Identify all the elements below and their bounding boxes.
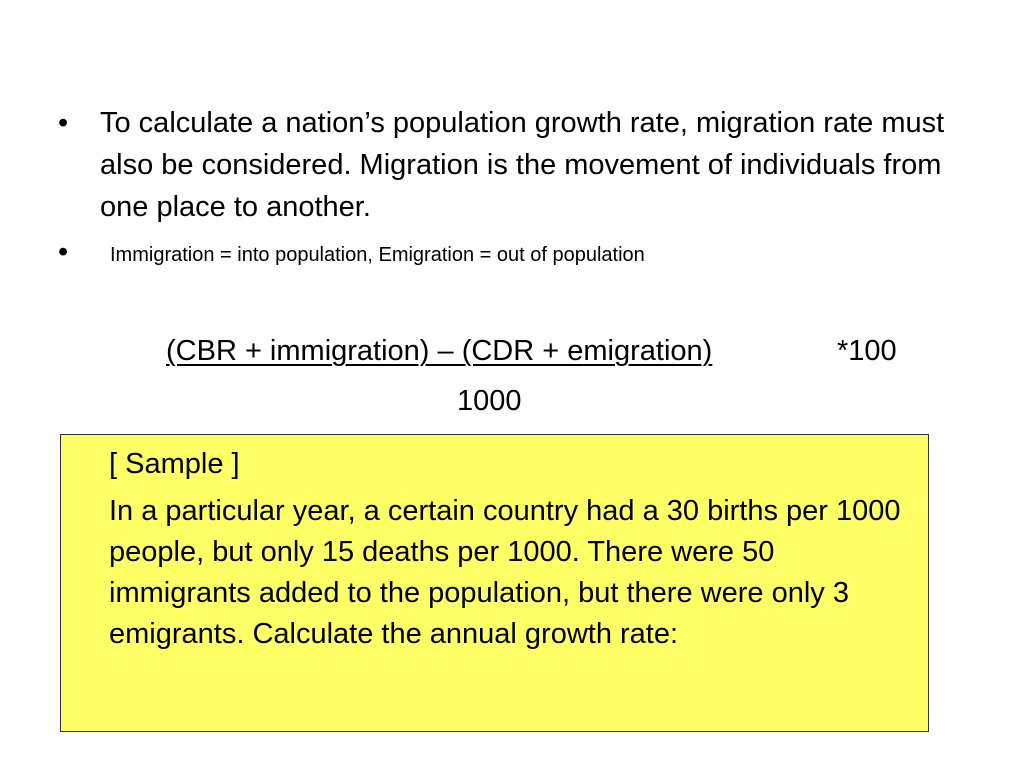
sample-problem-text: In a particular year, a certain country had a 30 births per 1000 people, but only 15 deaths per 1000. There were 50 immigrants added to the population, but there were only 3 emigrants. Calculate the annual growth rate: bbox=[109, 495, 901, 650]
sample-problem-box bbox=[60, 434, 929, 732]
bullet-marker: • bbox=[58, 236, 69, 268]
formula-multiplier: *100 bbox=[837, 335, 897, 367]
bullet-text: Immigration = into population, Emigration = out of population bbox=[110, 244, 645, 266]
formula-denominator: 1000 bbox=[457, 385, 522, 417]
bullet-migration-definition bbox=[58, 102, 958, 228]
formula-numerator: (CBR + immigration) – (CDR + emigration) bbox=[166, 335, 713, 367]
bullet-marker: • bbox=[58, 107, 69, 139]
bullet-immigration-emigration bbox=[58, 236, 958, 269]
bullet-text: To calculate a nation’s population growth rate, migration rate must also be considered. Migration is the movement of individuals from one place to another. bbox=[100, 107, 945, 223]
sample-label: [ Sample ] bbox=[109, 448, 240, 480]
